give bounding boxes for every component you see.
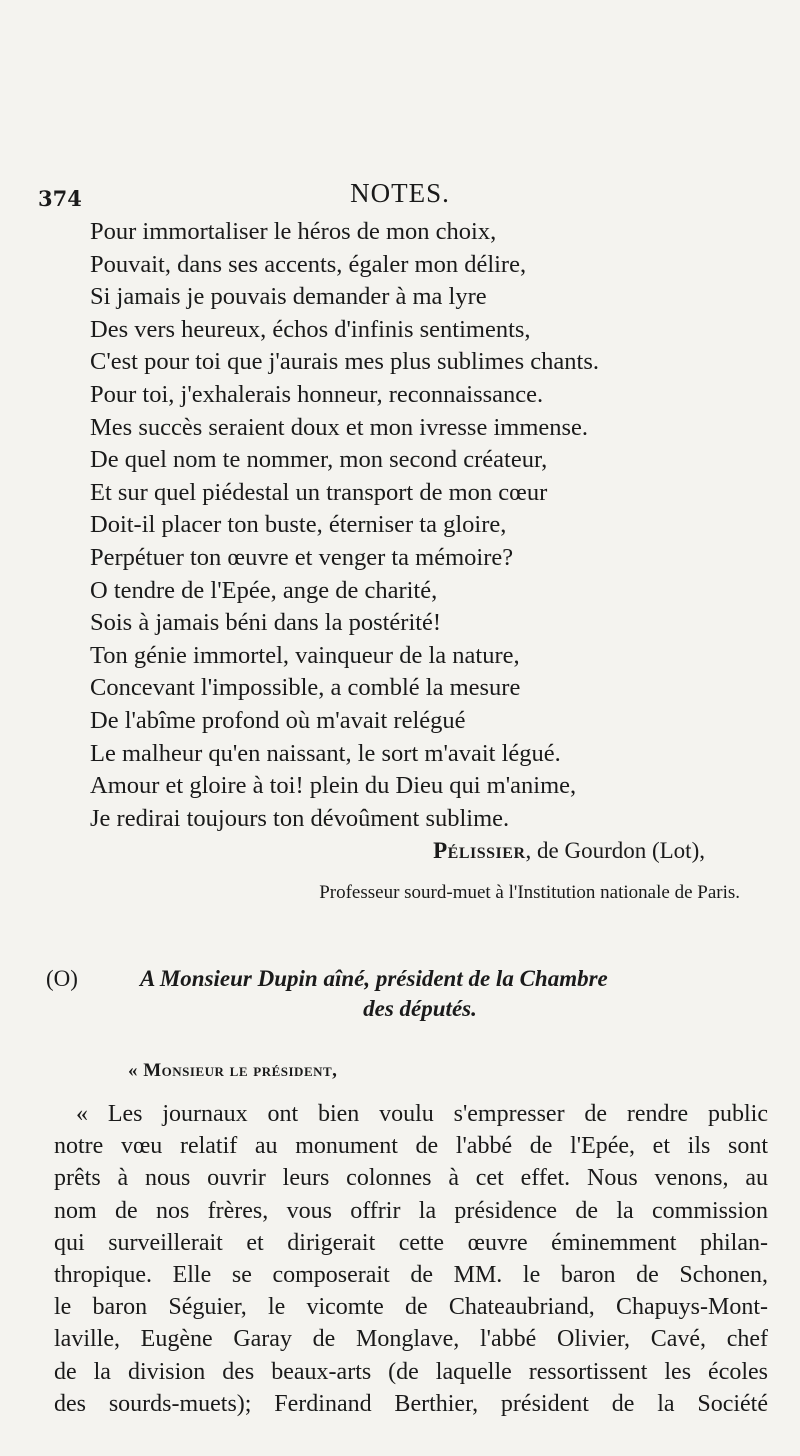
prose-line: thropique. Elle se composerait de MM. le baron de Schonen, <box>54 1262 768 1289</box>
salutation-text: « Monsieur le président, <box>128 1060 338 1081</box>
prose-line: « Les journaux ont bien voulu s'empresser de rendre public <box>76 1101 768 1127</box>
poem-line: Mes succès seraient doux et mon ivresse immense. <box>90 413 589 441</box>
note-heading-continued: des députés. <box>363 996 477 1021</box>
signature-place: , de Gourdon (Lot), <box>525 838 705 863</box>
poem-line: C'est pour toi que j'aurais mes plus sublimes chants. <box>90 348 599 376</box>
poem-line: De l'abîme profond où m'avait relégué <box>90 706 466 734</box>
prose-line: des sourds-muets); Ferdinand Berthier, président de la Société <box>54 1390 768 1417</box>
poem-line: Concevant l'impossible, a comblé la mesure <box>90 674 521 702</box>
prose-line: de la division des beaux-arts (de laquelle ressortissent les écoles <box>54 1358 768 1385</box>
poem <box>90 216 770 835</box>
poem-line: De quel nom te nommer, mon second créateur, <box>90 446 548 474</box>
poem-line: Sois à jamais béni dans la postérité! <box>90 609 442 637</box>
running-head: NOTES. <box>350 178 450 208</box>
signature-name: Pélissier <box>433 838 526 863</box>
poem-line: Pouvait, dans ses accents, égaler mon délire, <box>90 250 527 278</box>
page-header <box>0 178 800 214</box>
note-heading: A Monsieur Dupin aîné, président de la Chambre <box>140 966 608 991</box>
poem-line: Des vers heureux, échos d'infinis sentiments, <box>90 315 531 343</box>
signature-title: Professeur sourd-muet à l'Institution nationale de Paris. <box>319 882 740 903</box>
poem-line: Pour immortaliser le héros de mon choix, <box>90 218 497 245</box>
prose-line: notre vœu relatif au monument de l'abbé de l'Epée, et ils sont <box>54 1133 768 1160</box>
letter-body <box>54 1098 768 1420</box>
prose-line: le baron Séguier, le vicomte de Chateaubriand, Chapuys-Mont- <box>54 1294 768 1321</box>
poem-line: Perpétuer ton œuvre et venger ta mémoire? <box>90 543 514 571</box>
poem-line: Si jamais je pouvais demander à ma lyre <box>90 283 487 311</box>
page-number: 374 <box>38 186 82 211</box>
poem-line: Pour toi, j'exhalerais honneur, reconnaissance. <box>90 380 544 408</box>
poem-line: Je redirai toujours ton dévoûment sublime. <box>90 804 510 832</box>
poem-line: Ton génie immortel, vainqueur de la nature, <box>90 641 520 669</box>
signature-line <box>0 838 800 864</box>
poem-line: Le malheur qu'en naissant, le sort m'avait légué. <box>90 739 561 767</box>
prose-line: laville, Eugène Garay de Monglave, l'abbé Olivier, Cavé, chef <box>54 1326 768 1353</box>
poem-line: Doit-il placer ton buste, éterniser ta gloire, <box>90 511 507 539</box>
poem-line: Et sur quel piédestal un transport de mon cœur <box>90 478 548 506</box>
poem-line: Amour et gloire à toi! plein du Dieu qui m'anime, <box>90 772 577 800</box>
prose-line: prêts à nous ouvrir leurs colonnes à cet effet. Nous venons, au <box>54 1165 768 1192</box>
poem-line: O tendre de l'Epée, ange de charité, <box>90 576 438 604</box>
prose-line: nom de nos frères, vous offrir la présidence de la commission <box>54 1197 768 1224</box>
prose-line: qui surveillerait et dirigerait cette œuvre éminemment philan- <box>54 1229 768 1256</box>
note-label: (O) <box>46 966 78 991</box>
letter-salutation <box>128 1060 337 1082</box>
